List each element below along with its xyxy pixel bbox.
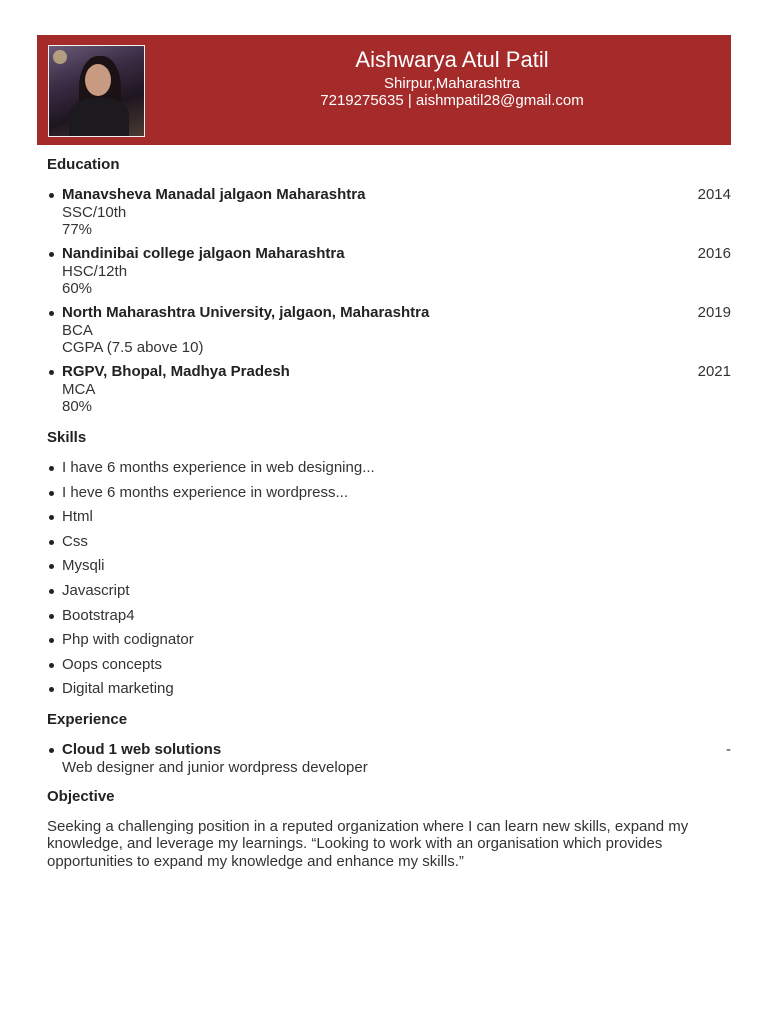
education-heading: Education <box>47 156 120 173</box>
education-degree: HSC/12th <box>62 262 128 280</box>
experience-item <box>47 741 731 776</box>
skill-item: Mysqli <box>47 557 731 582</box>
skill-item: Javascript <box>47 582 731 607</box>
candidate-name: Aishwarya Atul Patil <box>355 47 549 72</box>
education-item <box>47 363 731 422</box>
objective-heading: Objective <box>47 788 115 805</box>
experience-role: Web designer and junior wordpress developer <box>62 758 368 776</box>
education-list <box>47 186 731 422</box>
candidate-contact: 7219275635 | aishmpatil28@gmail.com <box>320 92 584 109</box>
education-year: 2019 <box>697 304 731 321</box>
education-item <box>47 186 731 245</box>
education-degree: SSC/10th <box>62 203 127 221</box>
skill-item: Digital marketing <box>47 680 731 705</box>
education-score: 77% <box>62 221 93 238</box>
skill-item: Html <box>47 508 731 533</box>
skill-item: Php with codignator <box>47 631 731 656</box>
experience-list <box>47 741 731 776</box>
education-institution: North Maharashtra University, jalgaon, Maharashtra <box>62 304 430 321</box>
profile-photo <box>48 45 145 137</box>
education-institution: RGPV, Bhopal, Madhya Pradesh <box>62 363 290 380</box>
skill-item: Oops concepts <box>47 656 731 681</box>
education-year: 2016 <box>697 245 731 262</box>
education-score: 60% <box>62 280 93 297</box>
education-institution: Manavsheva Manadal jalgaon Maharashtra <box>62 186 366 203</box>
education-degree: BCA <box>62 321 93 339</box>
skill-item: Bootstrap4 <box>47 607 731 632</box>
skills-list <box>47 459 731 705</box>
candidate-location: Shirpur,Maharashtra <box>384 75 520 92</box>
skill-item: I have 6 months experience in web designing... <box>47 459 731 484</box>
education-year: 2014 <box>697 186 731 203</box>
education-year: 2021 <box>697 363 731 380</box>
education-degree: MCA <box>62 380 96 398</box>
resume-header <box>37 35 731 145</box>
education-item <box>47 304 731 363</box>
education-institution: Nandinibai college jalgaon Maharashtra <box>62 245 345 262</box>
objective-text: Seeking a challenging position in a reputed organization where I can learn new skills, expand my knowledge, and leverage my learnings. “Looking to work with an organisation which provides opportunities to expand my knowledge and enhance my skills.” <box>47 818 689 870</box>
experience-heading: Experience <box>47 711 128 728</box>
experience-period: - <box>726 741 731 758</box>
education-score: CGPA (7.5 above 10) <box>62 339 204 356</box>
education-item <box>47 245 731 304</box>
skill-item: I heve 6 months experience in wordpress... <box>47 484 731 509</box>
experience-company: Cloud 1 web solutions <box>62 741 222 758</box>
skill-item: Css <box>47 533 731 558</box>
skills-heading: Skills <box>47 429 87 446</box>
education-score: 80% <box>62 398 93 415</box>
header-text <box>212 45 692 109</box>
